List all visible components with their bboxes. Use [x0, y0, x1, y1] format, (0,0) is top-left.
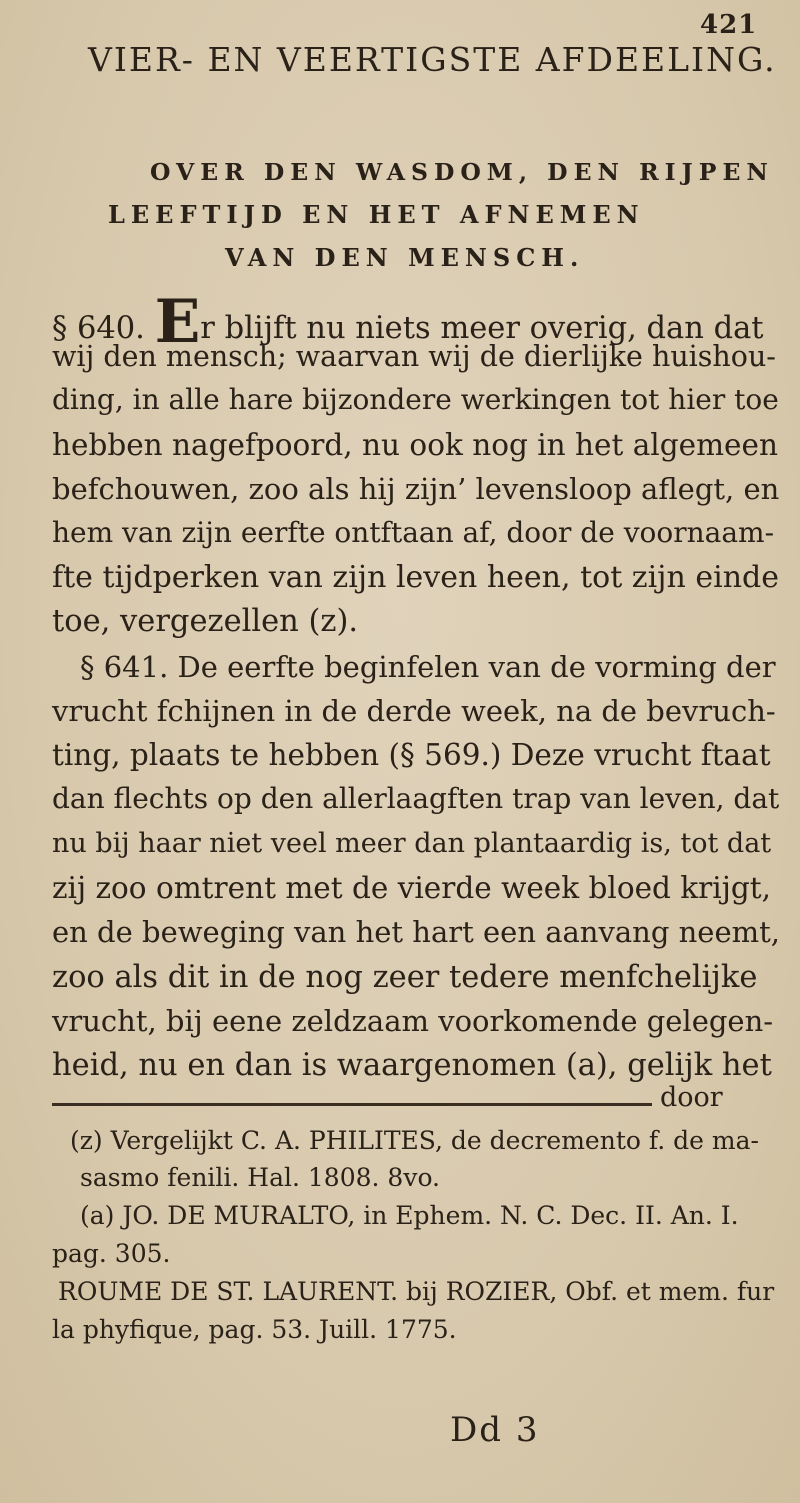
first-line-text: r blijft nu niets meer overig, dan dat — [200, 311, 764, 346]
body-line: zoo als dit in de nog zeer tedere menfchelijke — [52, 960, 758, 995]
body-line: vrucht, bij eene zeldzaam voorkomende gelegen- — [52, 1004, 774, 1038]
body-line: wij den mensch; waarvan wij de dierlijke huishou- — [52, 340, 776, 373]
body-line: vrucht fchijnen in de derde week, na de bevruch- — [52, 694, 776, 728]
subtitle-line-3: VAN DEN MENSCH. — [225, 243, 585, 272]
body-line: heid, nu en dan is waargenomen (a), gelijk het — [52, 1048, 772, 1083]
body-line: hebben nagefpoord, nu ook nog in het algemeen — [52, 428, 778, 462]
body-line: nu bij haar niet veel meer dan plantaardig is, tot dat — [52, 828, 772, 859]
body-line: hem van zijn eerfte ontftaan af, door de voornaam- — [52, 516, 775, 549]
body-line: ting, plaats te hebben (§ 569.) Deze vrucht ftaat — [52, 738, 771, 772]
footnote-line: la phyfique, pag. 53. Juill. 1775. — [52, 1315, 457, 1344]
body-line: en de beweging van het hart een aanvang neemt, — [52, 915, 780, 949]
footnote-line: pag. 305. — [52, 1239, 171, 1268]
chapter-title: VIER- EN VEERTIGSTE AFDEELING. — [88, 40, 777, 79]
body-line: fte tijdperken van zijn leven heen, tot zijn einde — [52, 560, 779, 595]
signature-mark: Dd 3 — [450, 1410, 540, 1450]
footnote-line: ROUME DE ST. LAURENT. bij ROZIER, Obf. et mem. fur — [58, 1277, 775, 1306]
drop-cap: E — [154, 287, 201, 357]
body-line: toe, vergezellen (z). — [52, 604, 359, 639]
subtitle-line-1: OVER DEN WASDOM, DEN RIJPEN — [150, 158, 774, 186]
section-number: § 640. — [52, 311, 145, 346]
body-line: zij zoo omtrent met de vierde week bloed krijgt, — [52, 871, 771, 905]
footnote-line: (a) JO. DE MURALTO, in Ephem. N. C. Dec. II. An. I. — [80, 1201, 739, 1230]
footnote-line: (z) Vergelijkt C. A. PHILITES, de decremento f. de ma- — [70, 1126, 759, 1155]
body-line: ding, in alle hare bijzondere werkingen tot hier toe — [52, 383, 779, 416]
subtitle-line-2: LEEFTIJD EN HET AFNEMEN — [108, 200, 645, 229]
catchword: door — [660, 1082, 723, 1113]
footnote-rule — [52, 1103, 652, 1106]
footnote-line: sasmo fenili. Hal. 1808. 8vo. — [80, 1163, 440, 1192]
body-line: dan flechts op den allerlaagften trap van leven, dat — [52, 782, 780, 815]
page-number: 421 — [700, 10, 758, 40]
body-line: § 641. De eerfte beginfelen van de vorming der — [80, 650, 776, 684]
body-line: befchouwen, zoo als hij zijn’ levensloop aflegt, en — [52, 472, 780, 506]
